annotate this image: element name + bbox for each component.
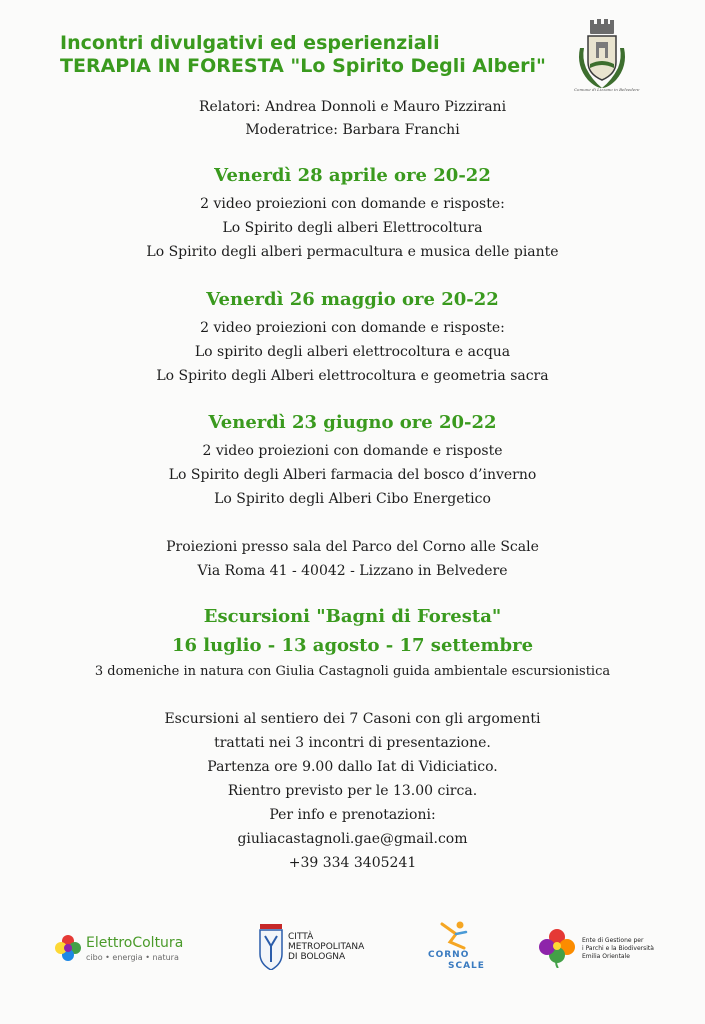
elettrocoltura-logo: [54, 918, 194, 978]
excursions-subtitle: 3 domeniche in natura con Giulia Castagnoli guida ambientale escursionistica: [94, 664, 611, 679]
excursion-detail: Partenza ore 9.00 dallo Iat di Vidiciatico.: [207, 759, 498, 775]
moderator-line: Moderatrice: Barbara Franchi: [245, 122, 460, 138]
corno-line-1: CORNO: [428, 950, 470, 960]
excursions-title: Escursioni "Bagni di Foresta": [203, 606, 502, 627]
event-line: 2 video proiezioni con domande e risposte:: [200, 320, 505, 336]
citta-line-2: METROPOLITANA: [288, 942, 365, 952]
event-line: Lo Spirito degli Alberi Cibo Energetico: [214, 491, 491, 507]
coat-of-arms-icon: [258, 924, 284, 970]
excursion-detail: Rientro previsto per le 13.00 circa.: [227, 783, 478, 799]
citta-line-1: CITTÀ: [288, 932, 314, 942]
elettrocoltura-tagline: cibo • energia • natura: [86, 953, 179, 962]
event-line: Lo Spirito degli alberi permacultura e musica delle piante: [146, 244, 559, 260]
event-date-1: Venerdì 28 aprile ore 20-22: [214, 165, 491, 186]
event-line: Lo spirito degli alberi elettrocoltura e acqua: [194, 344, 511, 360]
crest-caption: Comune di Lizzano in Belvedere: [574, 87, 640, 92]
citta-metropolitana-logo: [258, 918, 365, 978]
event-date-3: Venerdì 23 giugno ore 20-22: [208, 412, 497, 433]
title-line-1: Incontri divulgativi ed esperienziali: [60, 32, 440, 54]
corno-alle-scale-logo: [420, 918, 490, 978]
excursion-detail: trattati nei 3 incontri di presentazione.: [214, 735, 491, 751]
flower-icon: [54, 934, 82, 962]
venue-line-2: Via Roma 41 - 40042 - Lizzano in Belvedere: [197, 563, 508, 579]
event-line: Lo Spirito degli alberi Elettrocoltura: [222, 220, 483, 236]
contact-email[interactable]: giuliacastagnoli.gae@gmail.com: [237, 831, 468, 847]
excursions-dates: 16 luglio - 13 agosto - 17 settembre: [171, 635, 534, 656]
ente-line-1: Ente di Gestione per: [582, 937, 644, 944]
event-line: Lo Spirito degli Alberi elettrocoltura e geometria sacra: [156, 368, 549, 384]
event-date-2: Venerdì 26 maggio ore 20-22: [206, 289, 499, 310]
clover-icon: [538, 928, 576, 968]
venue-line-1: Proiezioni presso sala del Parco del Corno alle Scale: [166, 539, 539, 555]
ente-line-2: i Parchi e la Biodiversità: [582, 945, 654, 952]
title-line-2: TERAPIA IN FORESTA "Lo Spirito Degli Alberi": [60, 55, 546, 77]
poster-title: [60, 32, 546, 78]
excursion-detail: Escursioni al sentiero dei 7 Casoni con gli argomenti: [164, 711, 541, 727]
speakers-line: Relatori: Andrea Donnoli e Mauro Pizzirani: [198, 99, 507, 115]
corno-line-2: SCALE: [448, 961, 485, 971]
event-line: 2 video proiezioni con domande e risposte:: [200, 196, 505, 212]
ente-line-3: Emilia Orientale: [582, 953, 630, 960]
elettrocoltura-name: ElettroColtura: [86, 935, 184, 951]
event-line: 2 video proiezioni con domande e risposte: [202, 443, 503, 459]
info-label: Per info e prenotazioni:: [269, 807, 436, 823]
event-line: Lo Spirito degli Alberi farmacia del bosco d’inverno: [168, 467, 537, 483]
skier-icon: [438, 920, 470, 950]
citta-line-3: DI BOLOGNA: [288, 952, 346, 962]
ente-parchi-logo: [538, 918, 668, 978]
contact-phone[interactable]: +39 334 3405241: [288, 855, 417, 871]
